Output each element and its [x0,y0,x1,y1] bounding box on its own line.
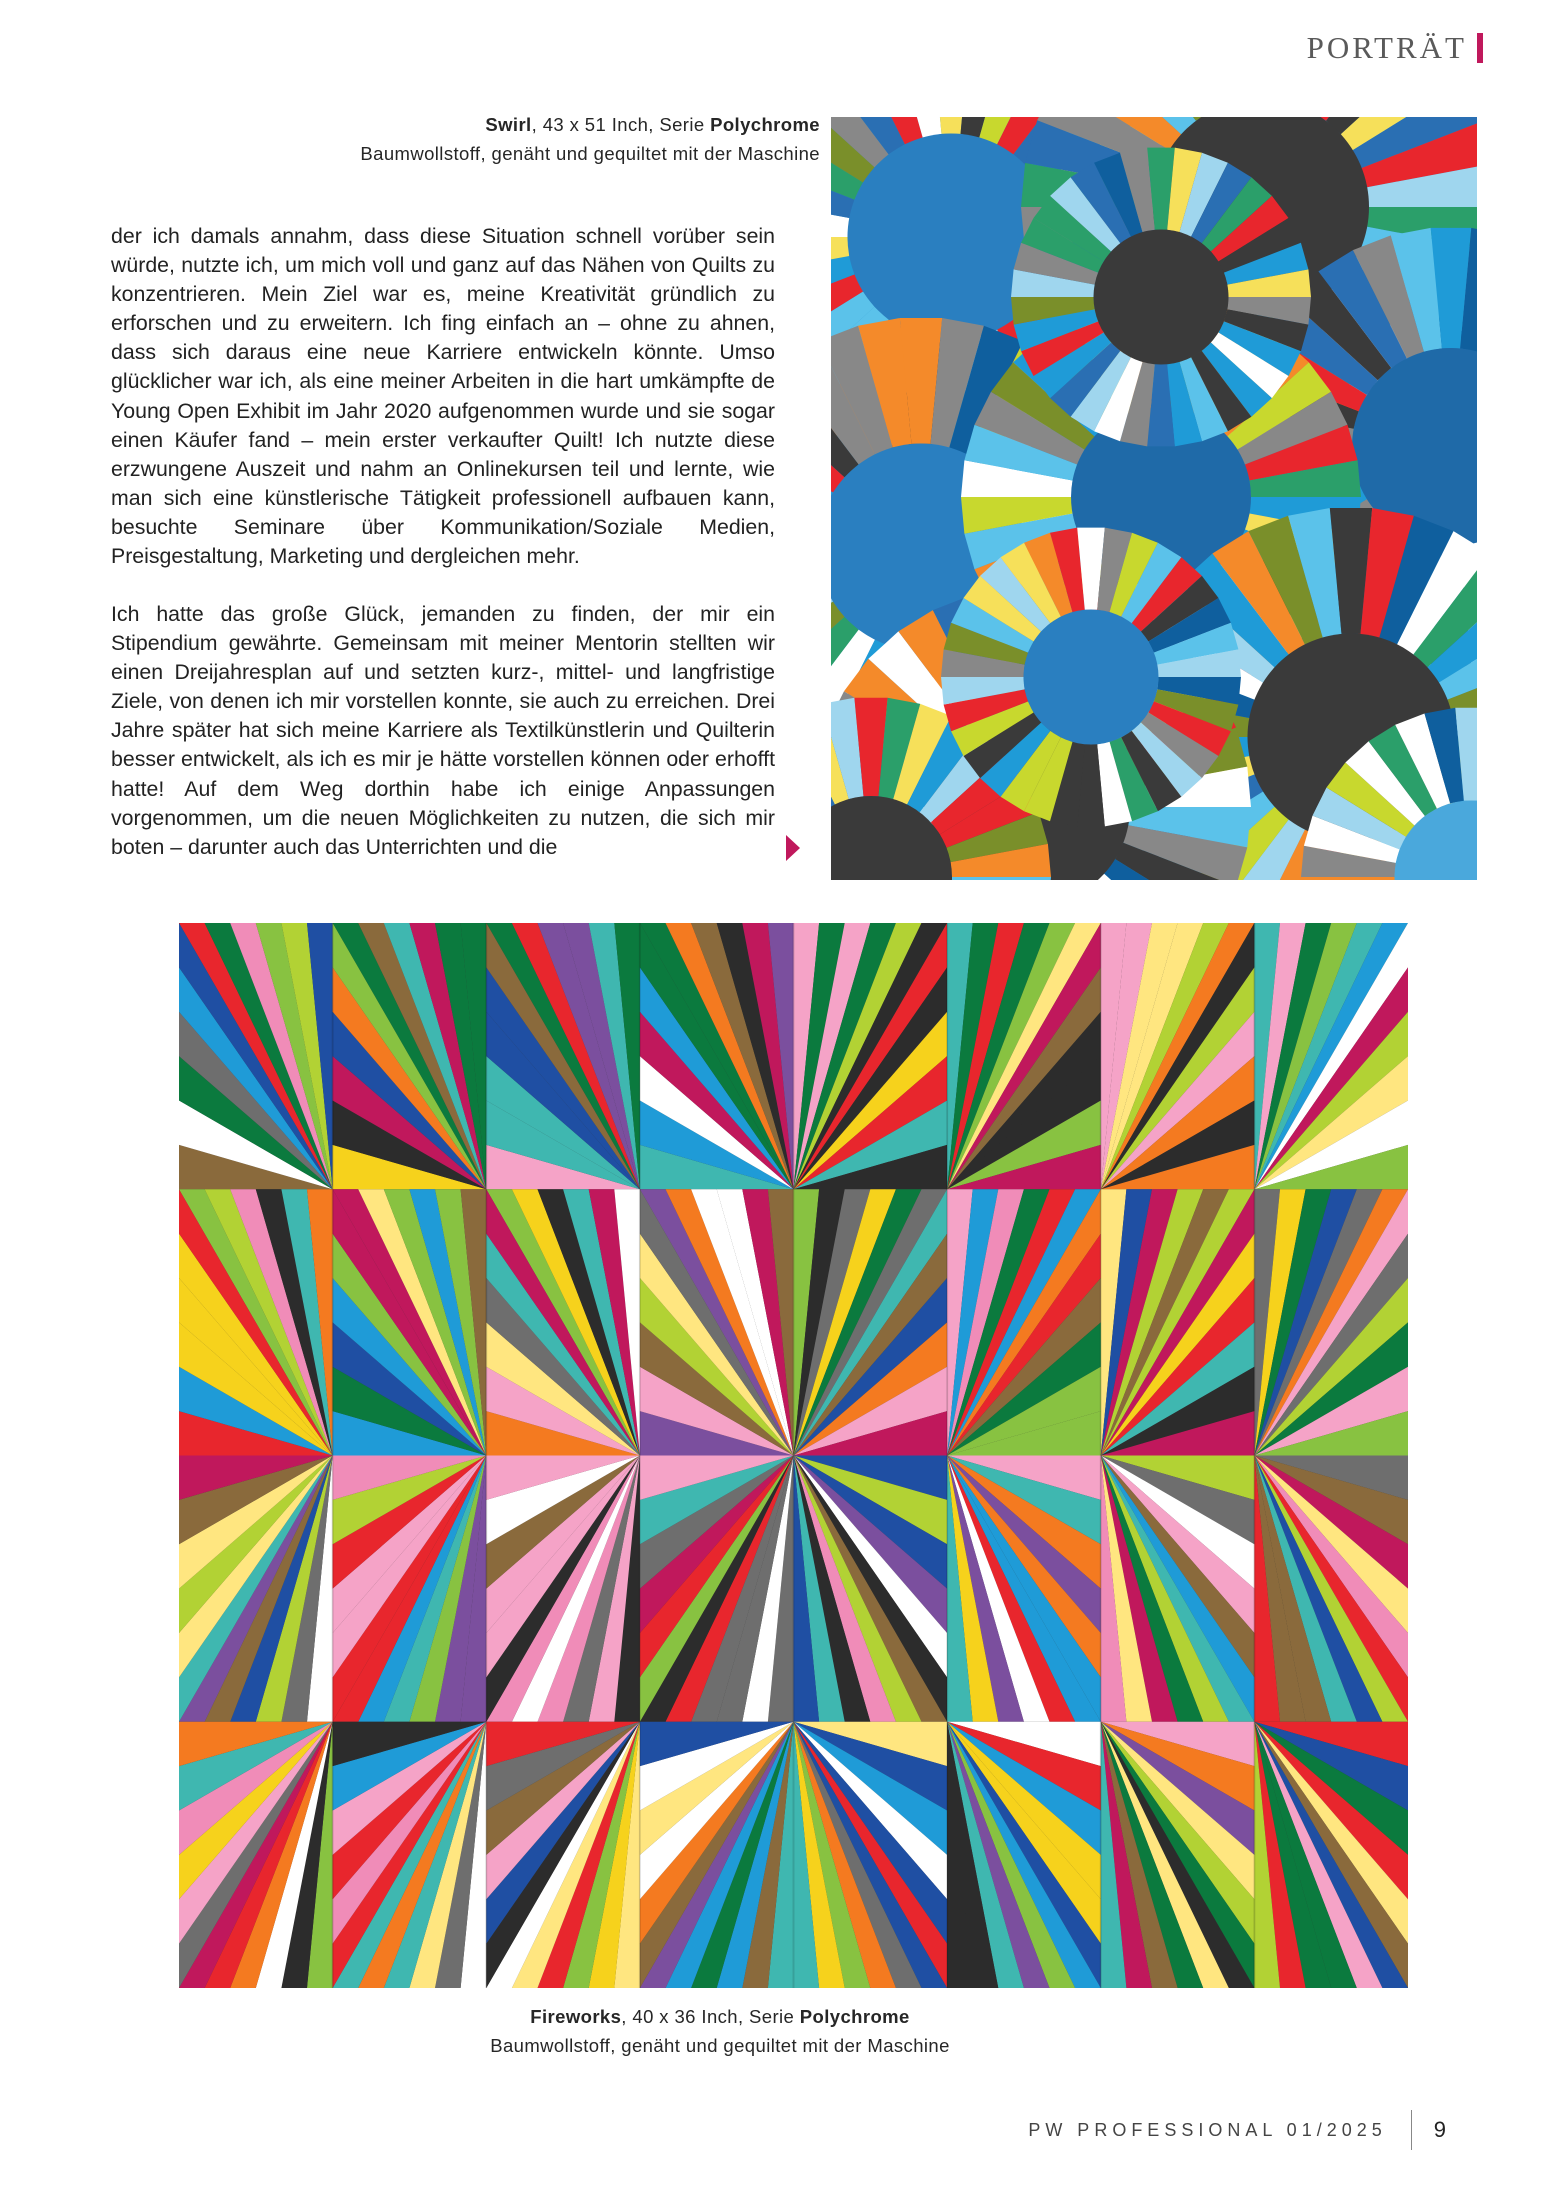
fireworks-quilt-graphic [179,923,1408,1988]
section-title: PORTRÄT [1306,30,1467,65]
swirl-size: , 43 x 51 Inch, Serie [531,114,711,135]
fireworks-series: Polychrome [799,2006,910,2027]
fireworks-title: Fireworks [530,2006,622,2027]
section-label [1307,28,1483,68]
quilt-piece [1094,230,1229,365]
section-accent-bar [1477,33,1483,63]
swirl-caption [250,110,820,168]
fireworks-caption [390,2002,1050,2060]
swirl-series: Polychrome [710,114,820,135]
quilt-piece [1301,877,1396,880]
fireworks-material: Baumwollstoff, genäht und gequiltet mit der Maschine [490,2035,950,2056]
paragraph-1-text: der ich damals annahm, dass diese Situation schnell vorüber sein würde, nutzte ich, um mich voll und ganz auf das Nähen von Quilts zu konzentrieren. Mein Ziel war es, meine Kreativität gründlich zu erforschen und zu erweitern. Ich fing einfach an – ohne zu ahnen, dass sich daraus eine neue Karriere entwickeln könnte. Umso glücklicher war ich, als eine meiner Arbeiten in die hart umkämpfte de Young Open Exhibit im Jahr 2020 aufgenommen wurde und sie sogar einen Käufer fand – mein erster verkaufter Quilt! Ich nutzte diese erzwungene Auszeit und nahm an Onlinekursen teil und lernte, wie man sich eine künstlerische Tätigkeit professionell aufbauen kann, besuchte Seminare über Kommunikation/Soziale Medien, Preisgestaltung, Marketing und dergleichen mehr. [111,224,775,569]
footer-divider [1411,2110,1412,2150]
quilt-piece [951,877,1051,880]
article-paragraph-1 [111,222,775,571]
continue-arrow-icon [786,835,800,861]
fireworks-size: , 40 x 36 Inch, Serie [621,2006,800,2027]
page-footer [1028,2110,1446,2150]
quilt-piece [1024,610,1159,745]
swirl-title: Swirl [485,114,532,135]
paragraph-2-text: Ich hatte das große Glück, jemanden zu finden, der mir ein Stipendium gewährte. Gemeinsam mit meiner Mentorin stellten wir einen Dreijahresplan auf und setzten kurz-, mittel- und langfristige Ziele, von denen ich mir vorstellen konnte, sie auch zu erreichen. Drei Jahre später hat sich meine Karriere als Textilkünstlerin und Quilterin besser entwickelt, als ich es mir je hätte vorstellen können oder erhofft hatte! Auf dem Weg dorthin habe ich einige Anpassungen vorgenommen, um die neuen Möglichkeiten zu nutzen, die sich mir boten – darunter auch das Unterrichten und die [111,602,775,859]
swirl-quilt-graphic [831,117,1477,880]
swirl-quilt-image [831,117,1477,880]
magazine-name: PW PROFESSIONAL 01/2025 [1028,2119,1387,2140]
fireworks-quilt-image [179,923,1408,1988]
article-paragraph-2 [111,600,775,862]
page-number: 9 [1433,2117,1446,2142]
swirl-material: Baumwollstoff, genäht und gequiltet mit der Maschine [360,143,820,164]
